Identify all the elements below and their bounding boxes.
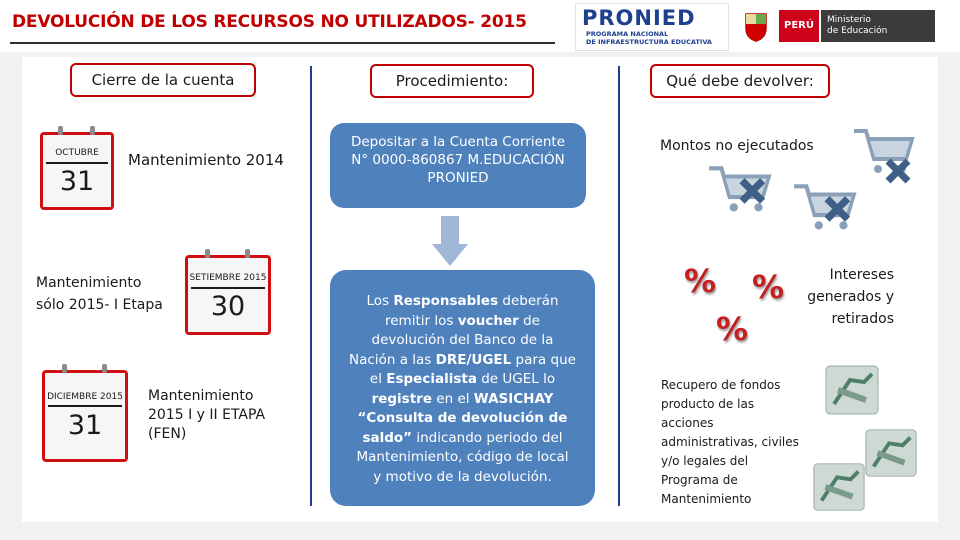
minedu-logo [735, 4, 940, 46]
resp-line-4 [330, 351, 595, 371]
deposit-line-2: N° 0000-860867 M.EDUCACIÓN [351, 152, 565, 168]
calendar-month: DICIEMBRE 2015 [47, 392, 123, 402]
calendar-ring [245, 249, 250, 258]
recupero-line-5: y/o legales del [661, 454, 749, 468]
resp-line-6 [330, 390, 595, 410]
resp-bold: DRE/UGEL [435, 351, 512, 368]
pronied-sub-line-2: DE INFRAESTRUCTURA EDUCATIVA [586, 38, 712, 46]
calendar-octubre [40, 132, 114, 210]
money-exchange-icon [820, 360, 884, 420]
percent-icon: % [684, 262, 717, 300]
resp-bold: Responsables [393, 293, 499, 309]
percent-icon: % [752, 268, 785, 306]
calendar-bar [46, 162, 108, 164]
resp-bold: Especialista [386, 371, 477, 387]
col1-heading: Cierre de la cuenta [70, 63, 256, 97]
resp-text: Nación a las [349, 351, 436, 368]
column-divider-2 [618, 66, 620, 506]
calendar-ring [205, 249, 210, 258]
calendar-ring [102, 364, 107, 373]
pronied-logo [575, 3, 729, 51]
item-intereses [800, 264, 894, 330]
resp-line-2 [330, 312, 595, 332]
calendar-ring [90, 126, 95, 135]
title-underline [10, 42, 555, 44]
money-exchange-icon [808, 458, 870, 516]
resp-bold: WASICHAY [473, 390, 554, 407]
resp-text: remitir los [385, 312, 458, 329]
cal3-caption [148, 387, 265, 444]
deposit-box [330, 123, 586, 208]
col2-heading: Procedimiento: [370, 64, 534, 98]
resp-line-9: Mantenimiento, código de local [356, 449, 569, 465]
cart-x-icon [850, 125, 920, 185]
col3-heading: Qué debe devolver: [650, 64, 830, 98]
pronied-logo-text: PRONIED [582, 6, 696, 30]
recupero-line-6: Programa de [661, 473, 738, 487]
resp-text: indicando periodo del [412, 429, 563, 446]
ministry-line-1: Ministerio [827, 15, 871, 25]
column-divider-1 [310, 66, 312, 506]
resp-text: Los [366, 293, 394, 309]
pronied-sub-line-1: PROGRAMA NACIONAL [586, 30, 669, 38]
slide-title: DEVOLUCIÓN DE LOS RECURSOS NO UTILIZADOS- 2015 [12, 12, 527, 32]
cal3-caption-line-3: (FEN) [148, 426, 187, 442]
item-recupero [661, 376, 799, 509]
recupero-line-3: acciones [661, 416, 714, 430]
resp-line-5 [330, 370, 595, 390]
recupero-line-2: producto de las [661, 397, 755, 411]
resp-bold: saldo” [362, 429, 413, 446]
cart-x-icon [705, 162, 777, 224]
calendar-day: 31 [67, 410, 103, 441]
resp-line-7 [330, 409, 595, 429]
cal3-caption-line-1: Mantenimiento [148, 388, 254, 404]
resp-text: en el [432, 390, 474, 407]
calendar-day: 31 [59, 166, 95, 197]
resp-text: para que [511, 351, 576, 368]
down-arrow-icon [430, 216, 470, 268]
peru-shield-icon [743, 10, 769, 42]
cal2-caption-line-2: sólo 2015- I Etapa [36, 297, 163, 313]
calendar-ring [58, 126, 63, 135]
peru-label: PERÚ [779, 10, 819, 42]
header [0, 0, 960, 52]
intereses-line-2: generados y [807, 289, 894, 305]
cal2-caption [36, 274, 163, 314]
resp-bold: “Consulta de devolución de [357, 410, 568, 426]
cal2-caption-line-1: Mantenimiento [36, 275, 142, 291]
deposit-line-3: PRONIED [427, 170, 489, 186]
resp-text: de [518, 312, 540, 329]
resp-text: deberán [498, 293, 559, 309]
resp-line-3: devolución del Banco de la [371, 332, 554, 348]
resp-text: el [369, 371, 387, 387]
calendar-month: SETIEMBRE 2015 [189, 273, 267, 283]
cart-x-icon [790, 180, 862, 242]
intereses-line-1: Intereses [829, 267, 894, 283]
calendar-bar [48, 405, 122, 407]
pronied-logo-subtitle [586, 30, 712, 46]
cal3-caption-line-2: 2015 I y II ETAPA [148, 407, 266, 423]
resp-bold: voucher [457, 312, 519, 329]
ministry-label [821, 10, 935, 42]
percent-icon: % [716, 310, 749, 348]
resp-line-8 [330, 429, 595, 449]
recupero-line-7: Mantenimiento [661, 492, 752, 506]
resp-line-10: y motivo de la devolución. [373, 468, 552, 485]
calendar-day: 30 [210, 291, 246, 322]
item-montos: Montos no ejecutados [660, 138, 814, 154]
calendar-diciembre [42, 370, 128, 462]
responsables-text [330, 292, 595, 487]
recupero-line-1: Recupero de fondos [661, 378, 781, 392]
calendar-ring [62, 364, 67, 373]
calendar-setiembre [185, 255, 271, 335]
responsables-box [330, 270, 595, 506]
recupero-line-4: administrativas, civiles [661, 435, 799, 449]
resp-text: de UGEL lo [476, 371, 556, 387]
deposit-line-1: Depositar a la Cuenta Corriente [350, 134, 566, 150]
calendar-bar [191, 287, 265, 289]
resp-line-1 [330, 292, 595, 312]
resp-bold: registre [371, 390, 432, 407]
intereses-line-3: retirados [831, 311, 894, 327]
ministry-line-2: de Educación [827, 26, 888, 36]
cal1-caption: Mantenimiento 2014 [128, 151, 284, 169]
calendar-month: OCTUBRE [55, 148, 99, 158]
